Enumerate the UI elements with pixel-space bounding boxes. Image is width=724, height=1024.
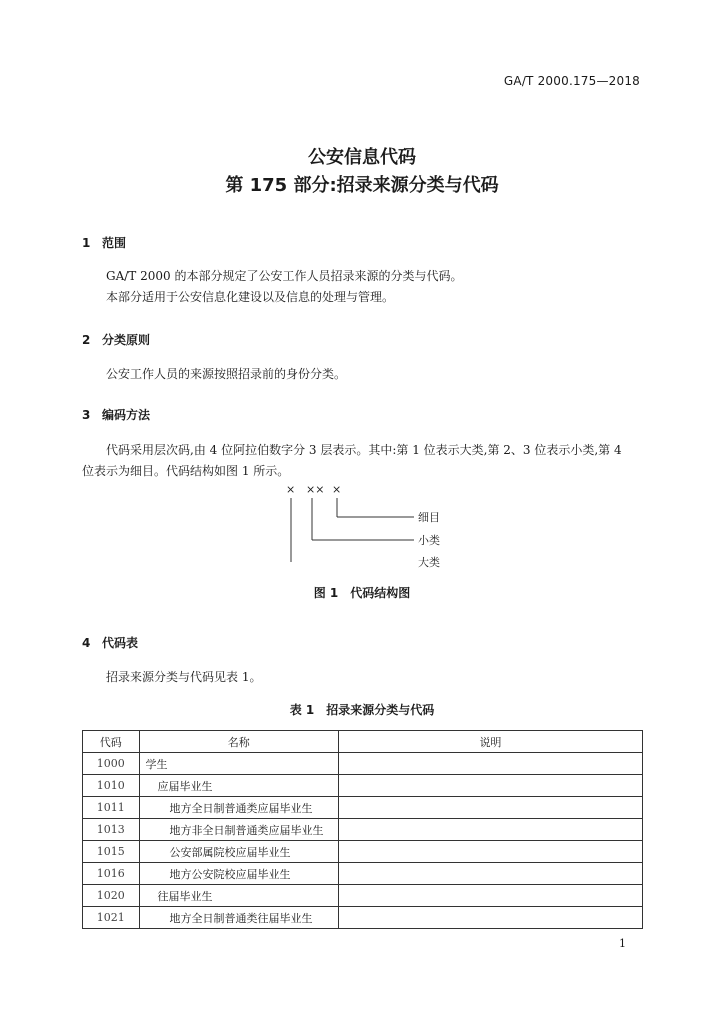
section-number: 3 bbox=[82, 408, 91, 422]
principle-paragraph: 公安工作人员的来源按照招录前的身份分类。 bbox=[106, 367, 347, 381]
row-description bbox=[338, 907, 642, 929]
row-name: 地方公安院校应届毕业生 bbox=[169, 867, 291, 881]
row-code: 1000 bbox=[83, 753, 140, 775]
table-row bbox=[83, 797, 643, 819]
table-row bbox=[83, 885, 643, 907]
coding-paragraph-line-2: 位表示为细目。代码结构如图 1 所示。 bbox=[82, 464, 290, 478]
row-name-cell bbox=[139, 907, 338, 929]
row-code: 1011 bbox=[83, 797, 140, 819]
row-name: 地方全日制普通类应届毕业生 bbox=[169, 801, 313, 815]
digit-minor-symbol: ×× bbox=[306, 483, 325, 496]
row-code: 1013 bbox=[83, 819, 140, 841]
row-code: 1020 bbox=[83, 885, 140, 907]
row-name-cell bbox=[139, 775, 338, 797]
label-major: 大类 bbox=[418, 556, 440, 569]
row-description bbox=[338, 841, 642, 863]
table-row bbox=[83, 907, 643, 929]
digit-major-symbol: × bbox=[286, 483, 296, 496]
scope-paragraph-1: GA/T 2000 的本部分规定了公安工作人员招录来源的分类与代码。 bbox=[106, 269, 463, 283]
table-row bbox=[83, 753, 643, 775]
row-name: 学生 bbox=[145, 757, 168, 771]
row-name: 应届毕业生 bbox=[157, 779, 213, 793]
digit-detail-symbol: × bbox=[332, 483, 342, 496]
section-heading-code-table bbox=[82, 634, 138, 651]
section-number: 2 bbox=[82, 333, 91, 347]
header-name: 名称 bbox=[139, 731, 338, 753]
row-code: 1016 bbox=[83, 863, 140, 885]
figure-caption: 图 1 代码结构图 bbox=[313, 586, 411, 600]
row-name: 往届毕业生 bbox=[157, 889, 213, 903]
label-minor: 小类 bbox=[418, 534, 440, 547]
row-description bbox=[338, 797, 642, 819]
section-number: 4 bbox=[82, 636, 91, 650]
table-caption: 表 1 招录来源分类与代码 bbox=[289, 703, 435, 717]
row-name: 地方非全日制普通类应届毕业生 bbox=[169, 823, 324, 837]
row-description bbox=[338, 863, 642, 885]
section-title: 编码方法 bbox=[102, 408, 151, 422]
row-description bbox=[338, 775, 642, 797]
header-code: 代码 bbox=[83, 731, 140, 753]
section-title: 分类原则 bbox=[102, 333, 151, 347]
table-row bbox=[83, 863, 643, 885]
page-number: 1 bbox=[619, 937, 626, 950]
row-description bbox=[338, 819, 642, 841]
label-detail: 细目 bbox=[418, 511, 440, 524]
row-name: 公安部属院校应届毕业生 bbox=[169, 845, 291, 859]
row-code: 1010 bbox=[83, 775, 140, 797]
row-name-cell bbox=[139, 819, 338, 841]
document-subtitle: 第 175 部分:招录来源分类与代码 bbox=[225, 175, 499, 196]
code-table-intro: 招录来源分类与代码见表 1。 bbox=[106, 670, 262, 684]
row-name: 地方全日制普通类往届毕业生 bbox=[169, 911, 313, 925]
section-title: 范围 bbox=[102, 236, 127, 250]
section-title: 代码表 bbox=[102, 636, 139, 650]
table-row bbox=[83, 775, 643, 797]
standard-code: GA/T 2000.175—2018 bbox=[503, 74, 640, 88]
row-name-cell bbox=[139, 841, 338, 863]
row-description bbox=[338, 753, 642, 775]
document-title: 公安信息代码 bbox=[308, 147, 416, 168]
row-name-cell bbox=[139, 863, 338, 885]
header-description: 说明 bbox=[338, 731, 642, 753]
row-name-cell bbox=[139, 797, 338, 819]
scope-paragraph-2: 本部分适用于公安信息化建设以及信息的处理与管理。 bbox=[106, 290, 395, 304]
row-code: 1015 bbox=[83, 841, 140, 863]
code-table bbox=[82, 730, 643, 929]
row-name-cell bbox=[139, 885, 338, 907]
coding-paragraph-line-1: 代码采用层次码,由 4 位阿拉伯数字分 3 层表示。其中:第 1 位表示大类,第 2、3 位表示小类,第 4 bbox=[106, 443, 622, 457]
table-header-row bbox=[83, 731, 643, 753]
row-code: 1021 bbox=[83, 907, 140, 929]
table-row bbox=[83, 841, 643, 863]
section-number: 1 bbox=[82, 236, 91, 250]
table-row bbox=[83, 819, 643, 841]
row-name-cell bbox=[139, 753, 338, 775]
row-description bbox=[338, 885, 642, 907]
